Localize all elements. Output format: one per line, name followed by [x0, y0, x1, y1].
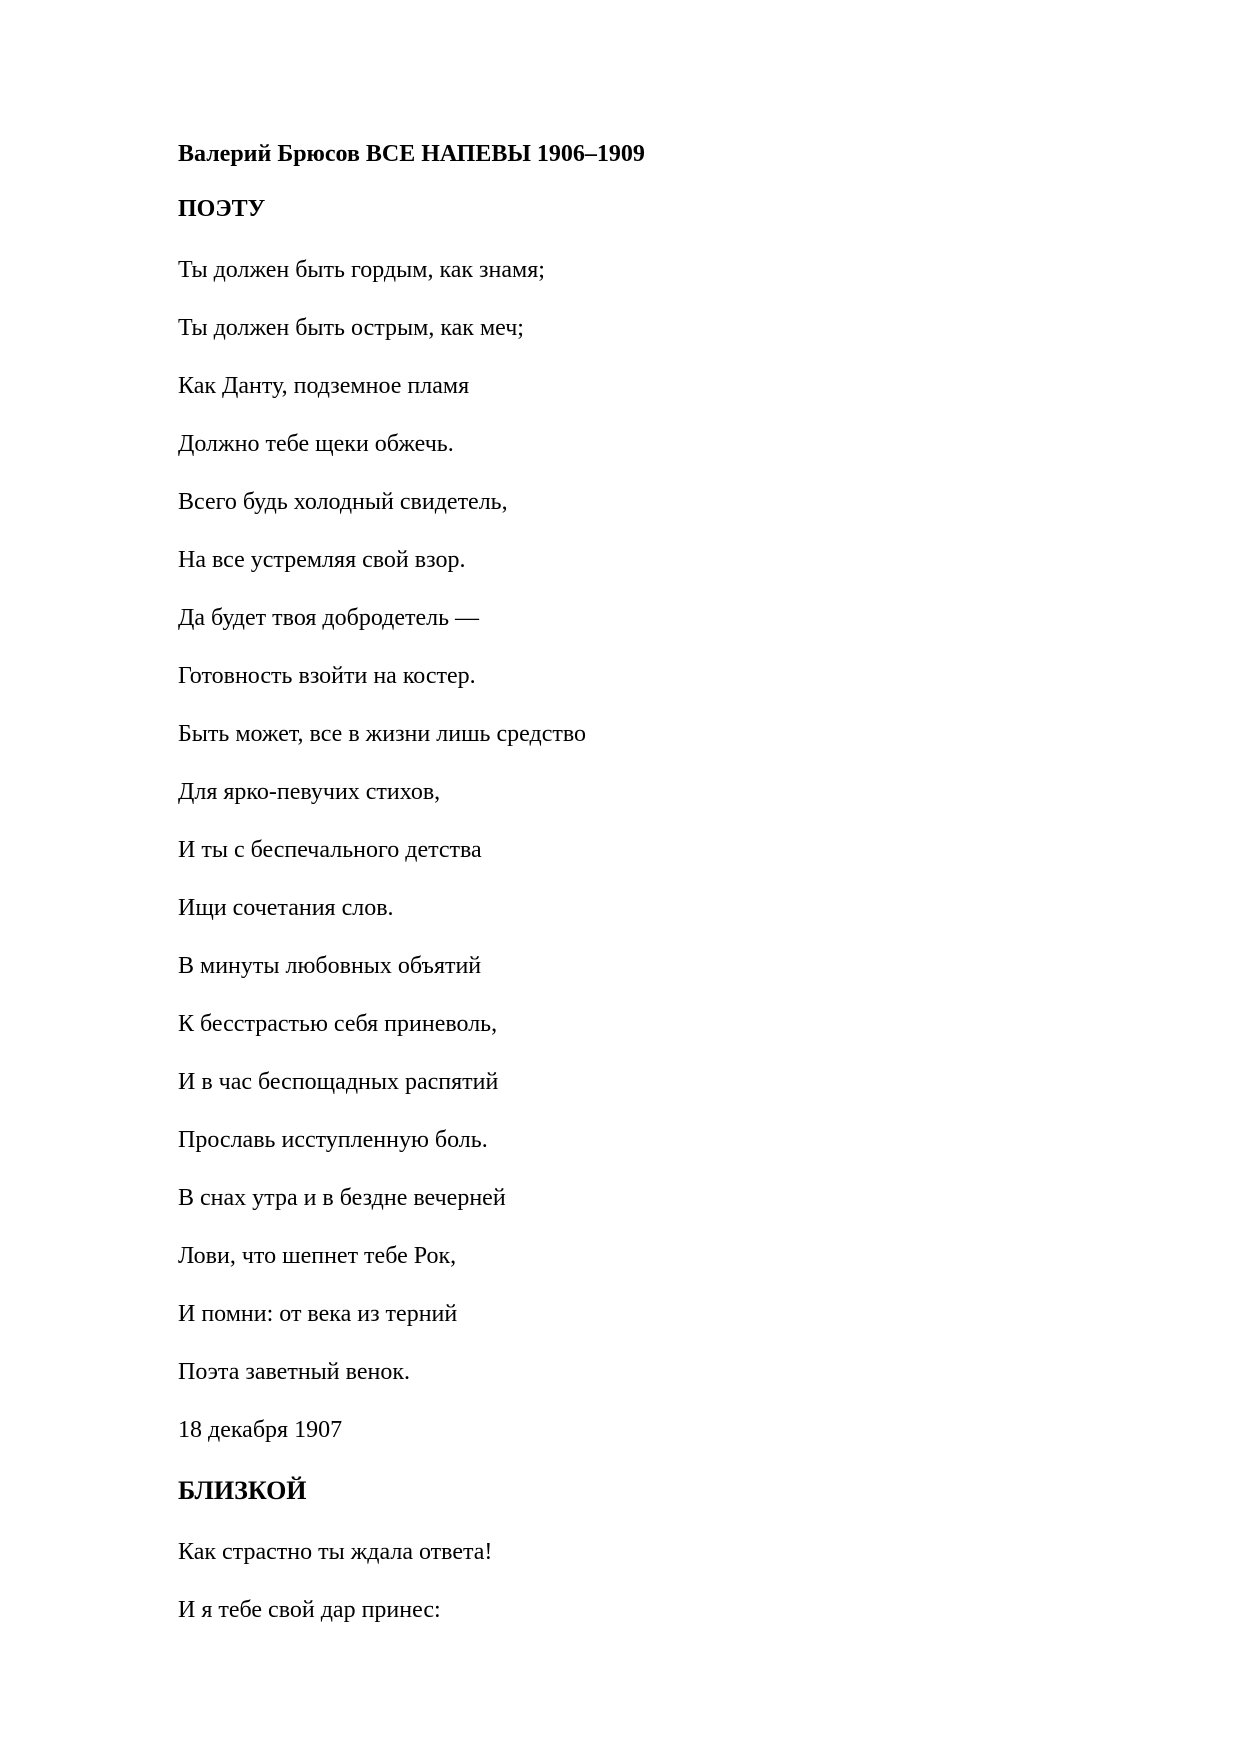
poem-line: На все устремляя свой взор.: [178, 547, 466, 573]
poem-line: Быть может, все в жизни лишь средство: [178, 721, 586, 747]
poem-line: Лови, что шепнет тебе Рок,: [178, 1243, 457, 1269]
poem-line: В снах утра и в бездне вечерней: [178, 1185, 506, 1211]
poem-line: Поэта заветный венок.: [178, 1359, 410, 1385]
poem-line: Да будет твоя добродетель —: [178, 605, 480, 631]
poem-line: И ты с беспечального детства: [178, 837, 482, 863]
poem-line: Для ярко-певучих стихов,: [178, 779, 441, 805]
poem-line: Ты должен быть острым, как меч;: [178, 315, 524, 341]
poem-line: И помни: от века из терний: [178, 1301, 458, 1327]
poem-line: К бесстрастью себя приневоль,: [178, 1011, 498, 1037]
poem-title-blizkoy: БЛИЗКОЙ: [178, 1476, 307, 1505]
poem-line: Ищи сочетания слов.: [178, 895, 394, 921]
document-title: Валерий Брюсов ВСЕ НАПЕВЫ 1906–1909: [178, 141, 645, 167]
poem-line: Прославь исступленную боль.: [178, 1127, 488, 1153]
poem-line: В минуты любовных объятий: [178, 953, 482, 979]
poem-line: Должно тебе щеки обжечь.: [178, 431, 454, 457]
poem-line: Как Данту, подземное пламя: [178, 373, 470, 399]
poem-date: 18 декабря 1907: [178, 1417, 343, 1443]
poem-line: Всего будь холодный свидетель,: [178, 489, 508, 515]
poem-title-poetu: ПОЭТУ: [178, 196, 266, 222]
poem-line: Готовность взойти на костер.: [178, 663, 476, 689]
poem-line: И в час беспощадных распятий: [178, 1069, 499, 1095]
poem-line: И я тебе свой дар принес:: [178, 1597, 441, 1623]
poem-line: Как страстно ты ждала ответа!: [178, 1539, 493, 1565]
poem-line: Ты должен быть гордым, как знамя;: [178, 257, 545, 283]
